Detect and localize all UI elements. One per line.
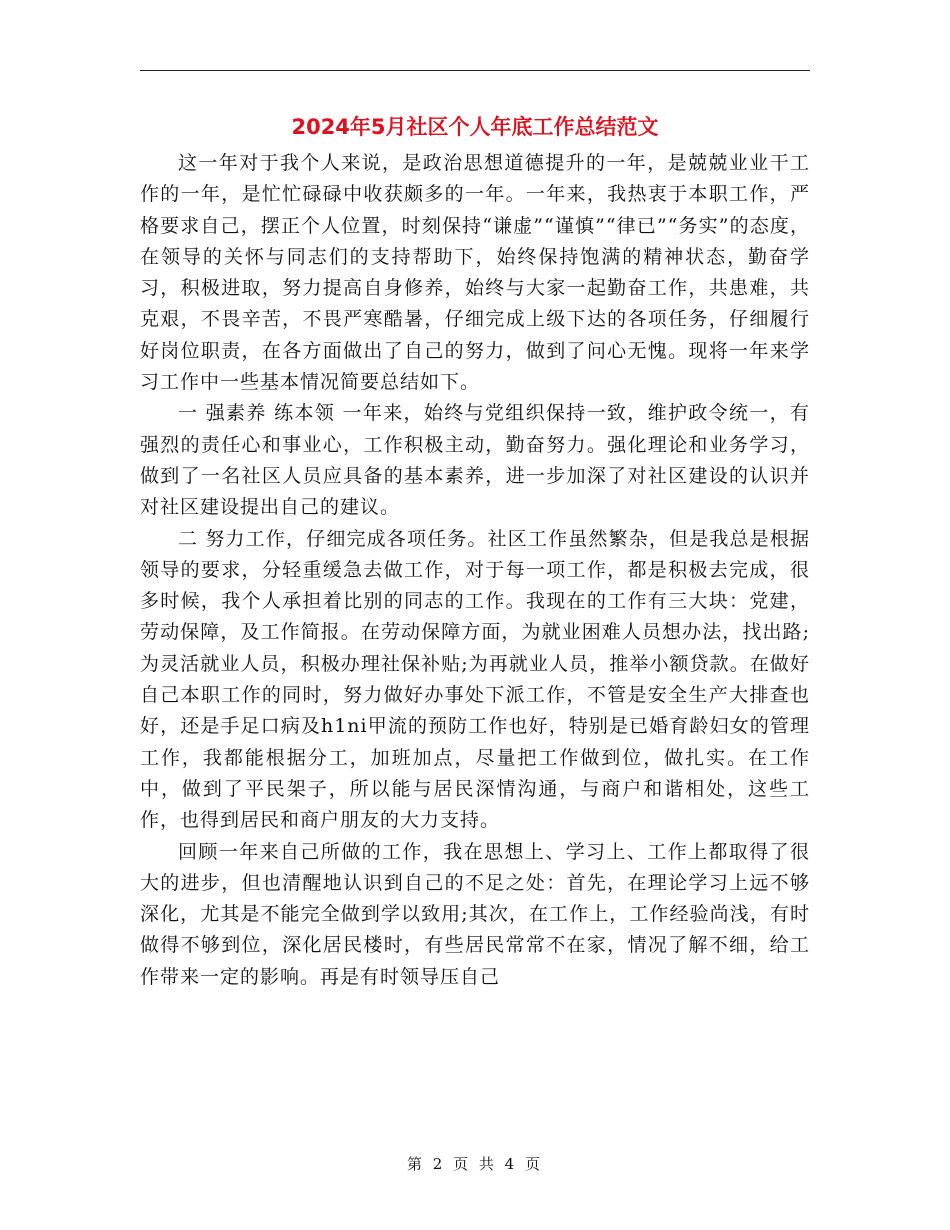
header-rule [140, 70, 810, 71]
document-body [140, 148, 810, 993]
page-number-footer: 第 2 页 共 4 页 [407, 1155, 543, 1173]
document-title: 2024年5月社区个人年底工作总结范文 [291, 115, 659, 139]
paragraph: 回顾一年来自己所做的工作，我在思想上、学习上、工作上都取得了很大的进步，但也清醒地认识到自己的不足之处：首先，在理论学习上远不够深化，尤其是不能完全做到学以致用;其次，在工作上，工作经验尚浅，有时做得不够到位，深化居民楼时，有些居民常常不在家，情况了解不细，给工作带来一定的影响。再是有时领导压自己 [140, 840, 810, 988]
paragraph: 这一年对于我个人来说，是政治思想道德提升的一年，是兢兢业业干工作的一年，是忙忙碌碌中收获颇多的一年。一年来，我热衷于本职工作，严格要求自己，摆正个人位置，时刻保持“谦虚”“谨慎”“律已”“务实”的态度，在领导的关怀与同志们的支持帮助下，始终保持饱满的精神状态，勤奋学习，积极进取，努力提高自身修养，始终与大家一起勤奋工作，共患难，共克艰，不畏辛苦，不畏严寒酷暑，仔细完成上级下达的各项任务，仔细履行好岗位职责，在各方面做出了自己的努力，做到了问心无愧。现将一年来学习工作中一些基本情况简要总结如下。 [140, 152, 810, 394]
paragraph: 二 努力工作，仔细完成各项任务。社区工作虽然繁杂，但是我总是根据领导的要求，分轻重缓急去做工作，对于每一项工作，都是积极去完成，很多时候，我个人承担着比别的同志的工作。我现在的工作有三大块：党建，劳动保障，及工作简报。在劳动保障方面，为就业困难人员想办法，找出路;为灵活就业人员，积极办理社保补贴;为再就业人员，推举小额贷款。在做好自己本职工作的同时，努力做好办事处下派工作，不管是安全生产大排查也好，还是手足口病及h1ni甲流的预防工作也好，特别是已婚育龄妇女的管理工作，我都能根据分工，加班加点，尽量把工作做到位，做扎实。在工作中，做到了平民架子，所以能与居民深情沟通，与商户和谐相处，这些工作，也得到居民和商户朋友的大力支持。 [140, 527, 810, 832]
paragraph: 一 强素养 练本领 一年来，始终与党组织保持一致，维护政令统一，有强烈的责任心和事业心，工作积极主动，勤奋努力。强化理论和业务学习，做到了一名社区人员应具备的基本素养，进一步加深了对社区建设的认识并对社区建设提出自己的建议。 [140, 402, 810, 519]
